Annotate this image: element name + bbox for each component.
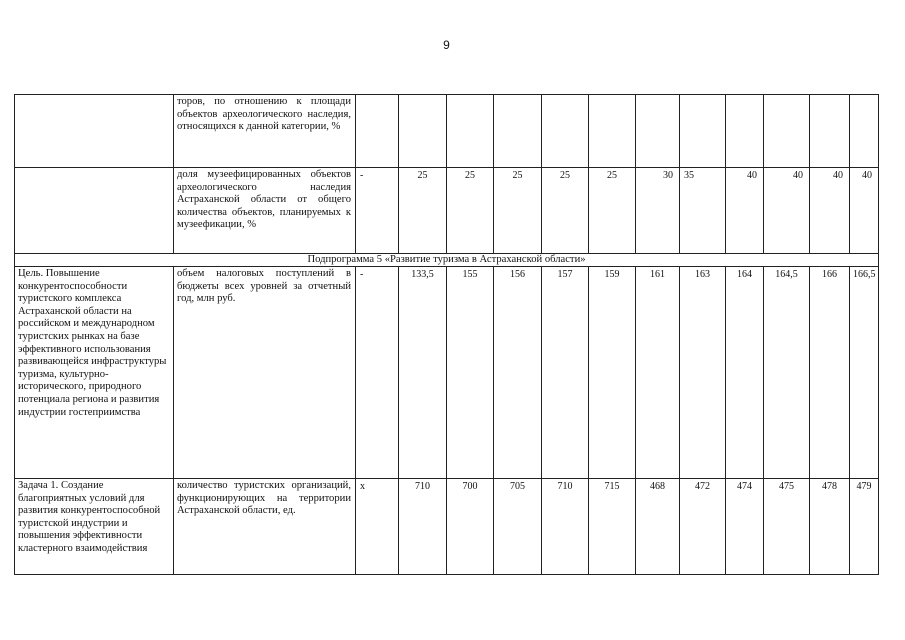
indicator-cell: объем налоговых поступлений в бюджеты всех уровней за отчетный год, млн руб. <box>174 267 356 479</box>
value-cell <box>447 95 494 168</box>
table-row <box>15 168 879 254</box>
value-cell: 25 <box>589 168 636 254</box>
value-cell <box>850 95 879 168</box>
value-cell: 715 <box>589 479 636 575</box>
value-cell: 166,5 <box>850 267 879 479</box>
value-cell: 25 <box>399 168 447 254</box>
value-cell: 164 <box>726 267 764 479</box>
value-cell: 157 <box>542 267 589 479</box>
value-cell: 156 <box>494 267 542 479</box>
goal-cell <box>15 168 174 254</box>
value-cell: 472 <box>680 479 726 575</box>
value-cell: 35 <box>680 168 726 254</box>
indicator-cell: количество туристских организаций, функционирующих на территории Астраханской области, ед. <box>174 479 356 575</box>
subprogram-row <box>15 254 879 267</box>
value-cell <box>680 95 726 168</box>
value-cell: 710 <box>542 479 589 575</box>
value-cell: 164,5 <box>764 267 810 479</box>
value-cell: 40 <box>810 168 850 254</box>
value-cell <box>356 95 399 168</box>
page-number: 9 <box>443 38 450 52</box>
value-cell: 468 <box>636 479 680 575</box>
value-cell: 166 <box>810 267 850 479</box>
value-cell: 474 <box>726 479 764 575</box>
value-cell: 161 <box>636 267 680 479</box>
value-cell: - <box>356 267 399 479</box>
value-cell <box>494 95 542 168</box>
indicator-cell: торов, по отношению к площади объектов археологического наследия, относящихся к данной категории, % <box>174 95 356 168</box>
value-cell: 478 <box>810 479 850 575</box>
value-cell <box>726 95 764 168</box>
value-cell: 705 <box>494 479 542 575</box>
value-cell: 25 <box>447 168 494 254</box>
value-cell: 25 <box>494 168 542 254</box>
table-row <box>15 95 879 168</box>
goal-cell: Задача 1. Создание благоприятных условий для развития конкурентоспособной туристской индустрии и повышения эффективности кластерного взаимодействия <box>15 479 174 575</box>
value-cell: 710 <box>399 479 447 575</box>
indicators-table <box>14 94 879 575</box>
value-cell: 479 <box>850 479 879 575</box>
value-cell: 475 <box>764 479 810 575</box>
value-cell: 40 <box>726 168 764 254</box>
value-cell: 155 <box>447 267 494 479</box>
table-row <box>15 267 879 479</box>
value-cell: 700 <box>447 479 494 575</box>
indicator-cell: доля музеефицированных объектов археологического наследия Астраханской области от общего количества объектов, планируемых к музеефикации, % <box>174 168 356 254</box>
value-cell <box>764 95 810 168</box>
value-cell <box>542 95 589 168</box>
goal-cell <box>15 95 174 168</box>
value-cell <box>399 95 447 168</box>
value-cell <box>636 95 680 168</box>
table-row <box>15 479 879 575</box>
value-cell: 30 <box>636 168 680 254</box>
value-cell: 40 <box>764 168 810 254</box>
value-cell <box>810 95 850 168</box>
value-cell: x <box>356 479 399 575</box>
value-cell: - <box>356 168 399 254</box>
value-cell: 25 <box>542 168 589 254</box>
value-cell: 163 <box>680 267 726 479</box>
value-cell: 133,5 <box>399 267 447 479</box>
value-cell <box>589 95 636 168</box>
subprogram-title: Подпрограмма 5 «Развитие туризма в Астраханской области» <box>15 254 879 267</box>
value-cell: 159 <box>589 267 636 479</box>
value-cell: 40 <box>850 168 879 254</box>
goal-cell: Цель. Повышение конкурентоспособности туристского комплекса Астраханской области на российском и международном туристских рынках на базе эффективного использования развивающейся инфраструктуры туризма, культурно-исторического, природного потенциала региона и развития индустрии гостеприимства <box>15 267 174 479</box>
